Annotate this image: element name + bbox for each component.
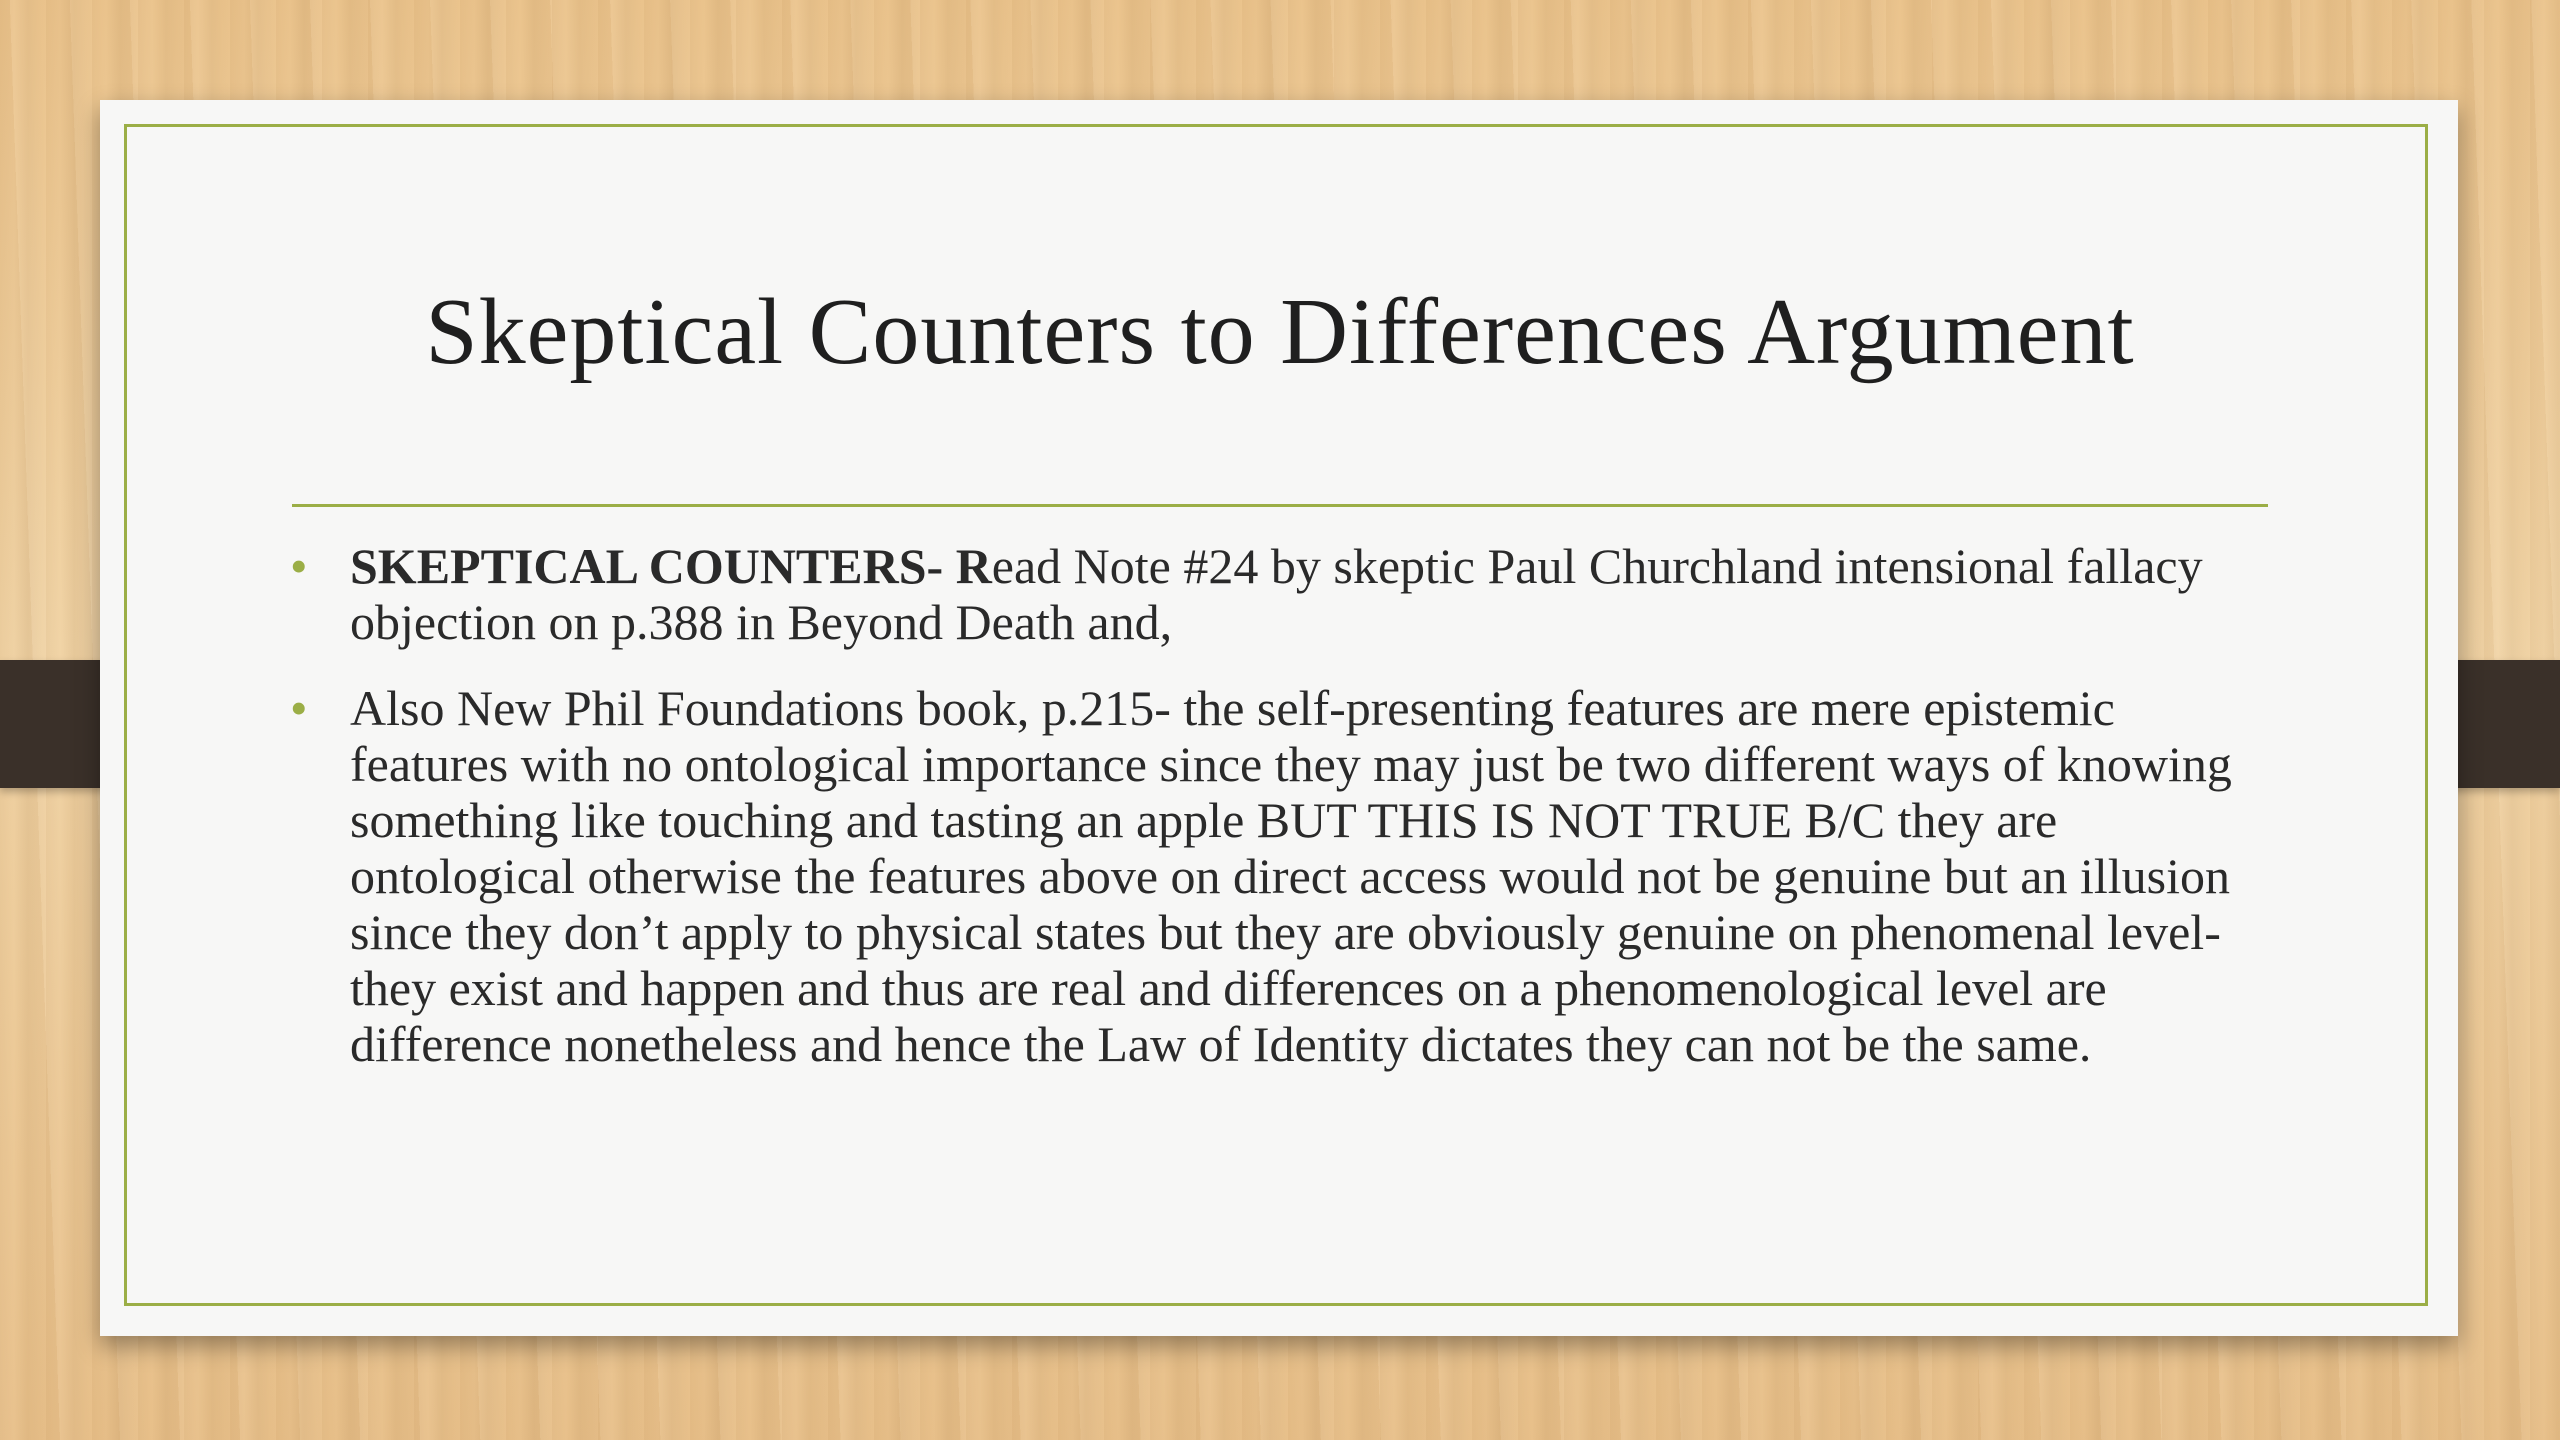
slide [100,100,2458,1336]
slide-title: Skeptical Counters to Differences Argument [425,280,2135,384]
bullet-item-1 [290,538,2280,650]
bullet-text: ead Note #24 by skeptic Paul Churchland intensional fallacy objection on p.388 in Beyond Death and, [350,538,2203,650]
title-divider [292,504,2268,507]
bullet-item-2 [290,680,2280,1072]
bullet-bold-text: SKEPTICAL COUNTERS- R [350,538,992,594]
slide-content [290,538,2280,1102]
bullet-text: Also New Phil Foundations book, p.215- the self-presenting features are mere epistemic features with no ontological importance since they may just be two different ways of knowing something like touching and tasting an apple BUT THIS IS NOT TRUE B/C they are ontological otherwise the features above on direct access would not be genuine but an illusion since they don’t apply to physical states but they are obviously genuine on phenomenal level- they exist and happen and thus are real and differences on a phenomenological level are difference nonetheless and hence the Law of Identity dictates they can not be the same. [350,680,2232,1072]
bullet-marker: • [290,538,308,594]
bullet-marker: • [290,680,308,736]
